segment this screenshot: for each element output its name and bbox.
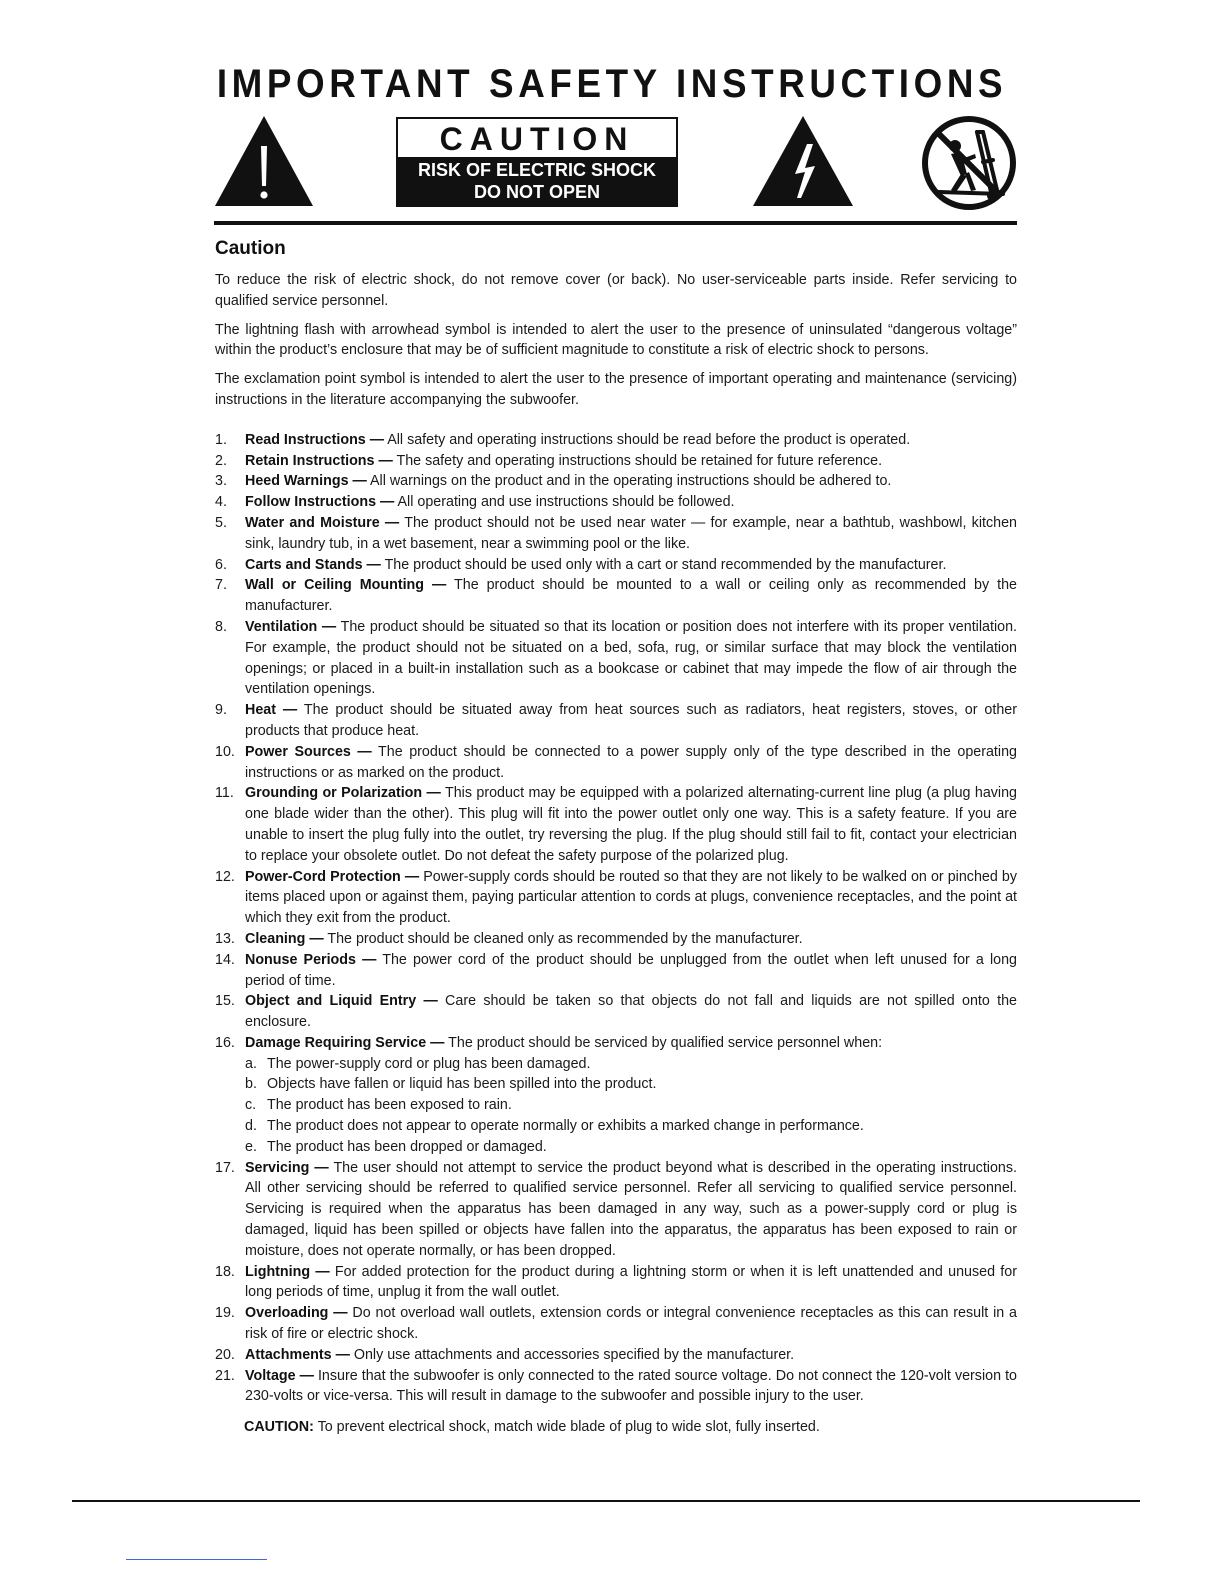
item-number: 17. [215,1159,235,1176]
item-text: Do not overload wall outlets, extension cords or integral convenience receptacles as this can result in a risk of fire or electric shock. [245,1305,1017,1343]
shock-warning-line2: DO NOT OPEN [473,182,600,202]
final-caution-text: To prevent electrical shock, match wide blade of plug to wide slot, fully inserted. [313,1419,820,1436]
exclamation-triangle-icon [213,114,315,207]
item-number: 12. [215,868,235,885]
list-item [215,555,1017,576]
page-title: IMPORTANT SAFETY INSTRUCTIONS [216,62,1008,106]
shock-warning [398,157,676,205]
item-number: 2. [215,452,227,469]
item-term: Lightning — [245,1263,330,1280]
item-number: 8. [215,618,227,635]
item-text: The product should not be used near water — for example, near a bathtub, washbowl, kitchen sink, laundry tub, in a wet basement, near a swimming pool or the like. [245,514,1017,552]
item-number: 7. [215,577,227,594]
footer-rule [72,1500,1140,1502]
sub-item-letter: c. [245,1097,257,1114]
sub-item-text: The power-supply cord or plug has been damaged. [267,1055,591,1072]
item-number: 6. [215,556,227,573]
item-term: Nonuse Periods — [245,951,377,968]
list-item [215,430,1017,451]
item-text: The product should be situated so that its location or position does not interfere with its proper ventilation. For example, the product should not be situated on a bed, sofa, rug, or similar surface that may block the ventilation openings; or placed in a built-in installation such as a bookcase or cabinet that may impede the flow of air through the ventilation openings. [245,618,1017,698]
item-term: Object and Liquid Entry — [245,993,438,1010]
item-text: The safety and operating instructions should be retained for future reference. [392,452,883,469]
item-term: Voltage — [245,1367,314,1384]
item-text: Only use attachments and accessories specified by the manufacturer. [349,1346,795,1363]
list-item [215,1033,1017,1158]
caution-heading: Caution [215,238,286,259]
sub-list-item [245,1074,1017,1095]
item-text: For added protection for the product during a lightning storm or when it is left unattended and unused for long periods of time, unplug it from the wall outlet. [245,1263,1017,1301]
shock-warning-line1: RISK OF ELECTRIC SHOCK [417,160,656,180]
item-text: All warnings on the product and in the operating instructions should be adhered to. [366,473,892,490]
list-item [215,700,1017,742]
item-text: The power cord of the product should be unplugged from the outlet when left unused for a long period of time. [245,951,1018,989]
list-item [215,617,1017,700]
item-term: Damage Requiring Service — [245,1034,445,1051]
sub-list-item [245,1095,1017,1116]
item-term: Ventilation — [245,618,337,635]
item-term: Power Sources — [245,743,372,760]
item-text: The user should not attempt to service the product beyond what is described in the operating instructions. All other servicing should be referred to qualified service personnel. Refer all servicing to qualified service personnel. Servicing is required when the apparatus has been damaged in any way, such as a power-supply cord or plug is damaged, liquid has been spilled or objects have fallen into the apparatus, the apparatus has been exposed to rain or moisture, does not operate normally, or has been dropped. [245,1159,1017,1259]
footnote-rule [126,1559,267,1560]
item-term: Cleaning — [245,930,324,947]
item-text: The product should be serviced by qualified service personnel when: [444,1034,883,1051]
item-term: Follow Instructions — [245,494,395,511]
item-term: Servicing — [245,1159,329,1176]
list-item [215,1366,1017,1408]
item-text: The product should be situated away from heat sources such as radiators, heat registers, stoves, or other products that produce heat. [245,702,1017,739]
item-term: Power-Cord Protection — [245,868,420,885]
lightning-triangle-icon [751,114,855,207]
item-number: 9. [215,702,227,719]
list-item [215,1158,1017,1262]
item-text: The product should be mounted to a wall or ceiling only as recommended by the manufacturer. [245,577,1017,615]
safety-content [215,236,1017,1446]
sub-list-item [245,1054,1017,1075]
list-item [215,492,1017,513]
list-item [215,950,1017,992]
instruction-list [215,430,1017,1407]
item-term: Retain Instructions — [245,452,393,469]
item-number: 20. [215,1346,235,1363]
item-term: Read Instructions — [245,431,385,448]
item-term: Overloading — [245,1305,348,1322]
final-caution-label: CAUTION: [244,1419,314,1436]
caution-paragraph: To reduce the risk of electric shock, do not remove cover (or back). No user-serviceable parts inside. Refer servicing to qualified service personnel. [215,272,1017,309]
list-item [215,742,1017,784]
caution-label-box [396,117,678,207]
item-number: 16. [215,1034,235,1051]
item-number: 15. [215,993,235,1010]
item-text: The product should be used only with a cart or stand recommended by the manufacturer. [380,556,947,573]
list-item [215,1303,1017,1345]
item-number: 4. [215,494,227,511]
sub-item-text: The product has been dropped or damaged. [267,1138,547,1155]
item-text: The product should be connected to a power supply only of the type described in the operating instructions or as marked on the product. [245,743,1017,781]
item-text: The product should be cleaned only as recommended by the manufacturer. [323,930,803,947]
list-item [215,575,1017,617]
list-item [215,471,1017,492]
sub-item-letter: a. [245,1055,257,1072]
final-caution-note [215,1417,1017,1438]
no-cart-tip-icon [921,116,1017,210]
item-number: 18. [215,1263,235,1280]
item-term: Water and Moisture — [245,514,400,531]
damage-sublist [245,1054,1017,1158]
item-term: Heat — [245,702,298,719]
item-number: 5. [215,514,227,531]
item-number: 13. [215,930,235,947]
item-number: 10. [215,743,235,760]
list-item [215,783,1017,866]
item-text: Insure that the subwoofer is only connected to the rated source voltage. Do not connect the 120-volt version to 230-volts or vice-versa. This will result in damage to the subwoofer and possible injury to the user. [245,1367,1017,1405]
list-item [215,513,1017,555]
item-number: 19. [215,1305,235,1322]
sub-item-letter: e. [245,1138,257,1155]
list-item [215,451,1017,472]
item-number: 14. [215,951,235,968]
item-text: All operating and use instructions should be followed. [394,494,735,511]
caution-paragraph: The exclamation point symbol is intended to alert the user to the presence of important operating and maintenance (servicing) instructions in the literature accompanying the subwoofer. [215,371,1017,408]
item-text: Care should be taken so that objects do not fall and liquids are not spilled onto the enclosure. [245,993,1018,1031]
item-number: 11. [215,785,234,802]
item-term: Heed Warnings — [245,473,367,490]
sub-list-item [245,1116,1017,1137]
item-text: Power-supply cords should be routed so that they are not likely to be walked on or pinched by items placed upon or against them, paying particular attention to cords at plugs, convenience receptacles, and the point at which they exit from the product. [245,868,1017,927]
item-term: Carts and Stands — [245,556,381,573]
list-item [215,1262,1017,1304]
sub-item-letter: b. [245,1076,257,1093]
item-number: 21. [215,1367,235,1384]
sub-item-text: The product has been exposed to rain. [267,1097,512,1114]
sub-item-letter: d. [245,1118,257,1135]
sub-item-text: The product does not appear to operate normally or exhibits a marked change in performance. [267,1118,864,1135]
item-text: All safety and operating instructions should be read before the product is operated. [384,431,911,448]
item-term: Wall or Ceiling Mounting — [245,577,447,594]
list-item [215,929,1017,950]
caution-paragraph: The lightning flash with arrowhead symbol is intended to alert the user to the presence of uninsulated “dangerous voltage” within the product’s enclosure that may be of sufficient magnitude to constitute a risk of electric shock to persons. [215,321,1017,359]
item-text: This product may be equipped with a polarized alternating-current line plug (a plug having one blade wider than the other). This plug will fit into the power outlet only one way. This is a safety feature. If you are unable to insert the plug fully into the outlet, try reversing the plug. If the plug should still fail to fit, contact your electrician to replace your obsolete outlet. Do not defeat the safety purpose of the polarized plug. [245,785,1018,864]
item-number: 1. [215,431,227,448]
header-rule [214,221,1017,225]
caution-word: CAUTION [439,121,635,157]
sub-item-text: Objects have fallen or liquid has been spilled into the product. [267,1076,657,1093]
list-item [215,991,1017,1033]
list-item [215,867,1017,929]
item-term: Grounding or Polarization — [245,785,441,802]
item-term: Attachments — [245,1346,350,1363]
item-number: 3. [215,473,227,490]
list-item [215,1345,1017,1366]
sub-list-item [245,1137,1017,1158]
